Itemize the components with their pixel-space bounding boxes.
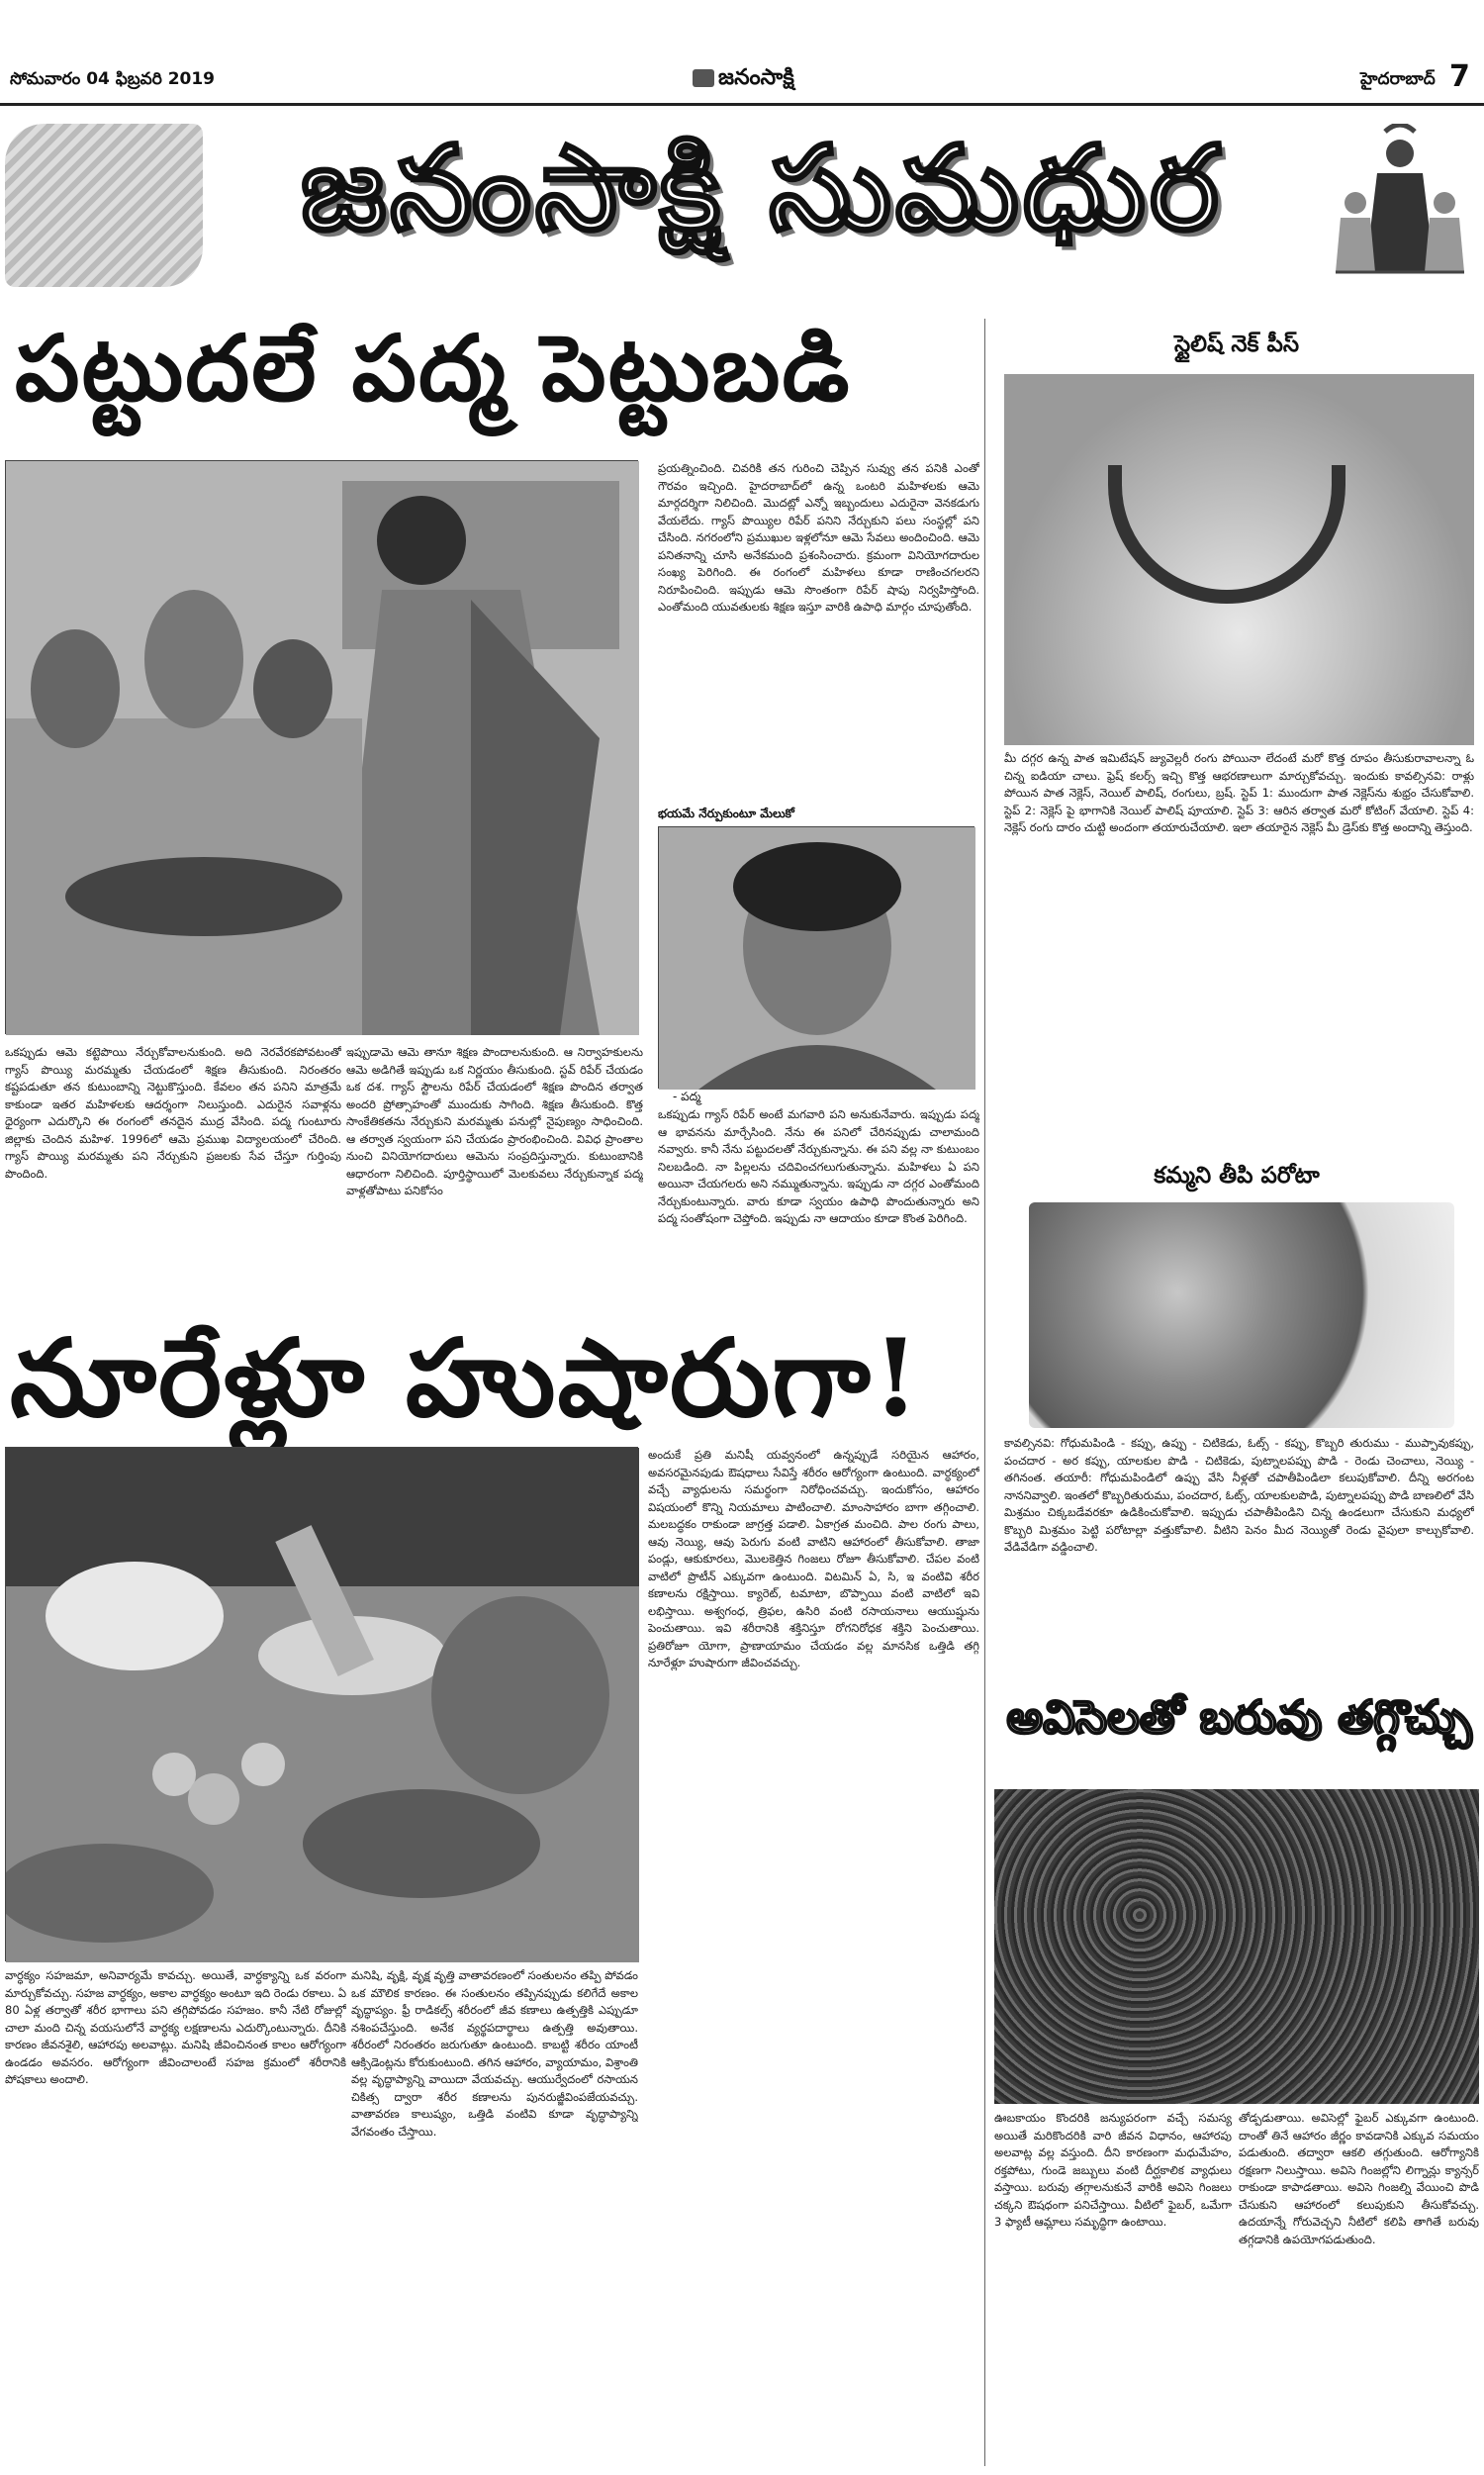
article1-headline: పట్టుదలే పద్మ పెట్టుబడి — [15, 315, 852, 422]
sidebar-divider — [984, 319, 985, 2466]
page-number: 7 — [1449, 59, 1470, 94]
article2-column-3: అందుకే ప్రతి మనిషీ యవ్వనంలో ఉన్నప్పుడే సరియైన ఆహారం, అవసరమైనపుడు ఔషధాలు సేవిస్తే శరీరం ఆరోగ్యంగా ఉంటుంది. వార్ధక్యంలో వచ్చే వ్యాధులను సమర్థంగా నిరోధించవచ్చు. ఇందుకోసం, ఆహారం విషయంలో కొన్ని నియమాలు పాటించాలి. మాంసాహారం బాగా తగ్గించాలి. మలబద్ధకం రాకుండా జాగ్రత్త పడాలి. ఏకాగ్రత మంచిది. పాల రంగు పాలు, ఆవు నెయ్యి, ఆవు పెరుగు వంటి వాటిని ఆహారంలో తీసుకోవాలి. తాజా పండ్లు, ఆకుకూరలు, మొలకెత్తిన గింజలు రోజూ తీసుకోవాలి. చేపల వంటి వాటిలో ప్రొటీన్ ఎక్కువగా ఉంటుంది. విటమిన్ ఏ, సి, ఇ వంటివి శరీర కణాలను రక్షిస్తాయి. క్యారెట్, టమాటా, బొప్పాయి వంటి వాటిలో ఇవి లభిస్తాయి. అశ్వగంధ, త్రిఫల, ఉసిరి వంటి రసాయనాలు ఆయుష్షును పెంచుతాయి. ఇవి శరీరానికి శక్తినిస్తూ రోగనిరోధక శక్తిని పెంచుతాయి. ప్రతిరోజూ యోగా, ప్రాణాయామం చేయడం వల్ల మానసిక ఒత్తిడి తగ్గి నూరేళ్లూ హుషారుగా జీవించవచ్చు. — [648, 1448, 979, 1669]
padma-portrait-photo — [658, 826, 974, 1089]
logo-icon — [693, 69, 714, 87]
header-date: సోమవారం 04 ఫిబ్రవరి 2019 — [10, 69, 216, 89]
masthead-title: జనంసాక్షి సుమధుర — [301, 119, 1223, 256]
ayurveda-herbs-photo — [5, 1447, 638, 1961]
flax-column-2: తోడ్పడుతాయి. అవిసెల్లో ఫైబర్ ఎక్కువగా ఉంటుంది. దాంతో తినే ఆహారం జీర్ణం కావడానికి ఎక్కువ సమయం పడుతుంది. తద్వారా ఆకలి తగ్గుతుంది. ఆరోగ్యానికి రక్షణగా నిలుస్తాయి. అవిసె గింజల్లోని లిగ్నాన్లు క్యాన్సర్ రాకుండా కాపాడతాయి. అవిసె గింజల్ని వేయించి పొడి చేసుకుని ఆహారంలో కలుపుకుని తీసుకోవచ్చు. ఉదయాన్నే గోరువెచ్చని నీటిలో కలిపి తాగితే బరువు తగ్గడానికి ఉపయోగపడుతుంది. — [1239, 2111, 1479, 2246]
article1-column-2: ఇప్పుడామె ఆమె తానూ శిక్షణ పొందాలనుకుంది. ఆ నిర్వాహకులను ఆమె అడిగితే ఇప్పుడు ఒక నిర్ణయం తీసుకుంది. స్టవ్ రిపేర్ చేయడం ఒక దశ. గ్యాస్ స్టౌలను రిపేర్ చేయడంలో శిక్షణ పొందిన తర్వాత అందరి ప్రోత్సాహంతో ముందుకు సాగింది. శిక్షణ తీసుకుంది. కొత్త సాంకేతికతను నేర్చుకుని మరమ్మతు పనుల్లో నైపుణ్యం సాధించింది. ఆ తర్వాత స్వయంగా పని చేయడం ప్రారంభించింది. వివిధ ప్రాంతాల నుంచి వినియోగదారులు ఆమెను సంప్రదిస్తున్నారు. కుటుంబానికి ఆధారంగా నిలిచింది. పూర్తిస్థాయిలో మెలకువలు నేర్చుకున్నాక పద్మ వాళ్లతోపాటు పనికోసం — [346, 1045, 643, 1197]
flax-seeds-photo — [994, 1789, 1479, 2104]
article2-headline: నూరేళ్లూ హుషారుగా! — [10, 1316, 922, 1441]
article2-column-2: మనిషి, వృక్షి, వృక్ష వృత్తి వాతావరణంలో సంతులనం తప్పి పోవడం ఒక మౌలిక కారణం. ఈ సంతులనం తప్పినప్పుడు కలిగేదే అకాల వృద్ధాప్యం. ఫ్రీ రాడికల్స్ శరీరంలో జీవ కణాలు ఉత్పత్తికి ఎప్పుడూ నశింపచేస్తుంది. అనేక వ్యర్థపదార్థాలు ఉత్పత్తి అవుతాయి. శరీరంలో నిరంతరం జరుగుతూ ఉంటుంది. కాబట్టి శరీరం యాంటీ ఆక్సిడెంట్లను కోరుకుంటుంది. తగిన ఆహారం, వ్యాయామం, విశ్రాంతి వల్ల వృద్ధాప్యాన్ని వాయిదా వేయవచ్చు. ఆయుర్వేదంలో రసాయన చికిత్స ద్వారా శరీర కణాలను పునరుజ్జీవింపజేయవచ్చు. వాతావరణ కాలుష్యం, ఒత్తిడి వంటివి కూడా వృద్ధాప్యాన్ని వేగవంతం చేస్తాయి. — [351, 1968, 638, 2139]
portrait-caption: - పద్మ — [673, 1090, 701, 1103]
header-city: హైదరాబాద్ — [1360, 69, 1436, 89]
article2-column-1: వార్ధక్యం సహజమా, అనివార్యమే కావచ్చు. అయితే, వార్ధక్యాన్ని ఒక వరంగా మార్చుకోవచ్చు. సహజ వార్ధక్యం, అకాల వార్ధక్యం అంటూ ఇది రెండు రకాలు. ఏ 80 ఏళ్ల తర్వాతో శరీర భాగాలు పని తగ్గిపోవడం సహజం. కానీ నేటి రోజుల్లో చాలా మంది చిన్న వయసులోనే వార్ధక్య లక్షణాలను ఎదుర్కొంటున్నారు. దీనికి కారణం జీవనశైలి, ఆహారపు అలవాట్లు. మనిషి జీవించినంత కాలం ఆరోగ్యంగా ఉండడం అవసరం. ఆరోగ్యంగా జీవించాలంటే సహజ క్రమంలో శరీరానికి పోషకాలు అందాలి. — [5, 1968, 346, 2086]
flax-title: అవిసెలతో బరువు తగ్గొచ్చు — [1006, 1690, 1472, 1744]
header-rule — [0, 103, 1484, 106]
flax-column-1: ఊబకాయం కొందరికి జన్యుపరంగా వచ్చే సమస్య అయితే మరికొందరికి వారి జీవన విధానం, ఆహారపు అలవాట్ల వల్ల వస్తుంది. దీని కారణంగా మధుమేహం, రక్తపోటు, గుండె జబ్బులు వంటి దీర్ఘకాలిక వ్యాధులు వస్తాయి. బరువు తగ్గాలనుకునే వారికి అవిసె గింజలు చక్కని ఔషధంగా పనిచేస్తాయి. వీటిలో ఫైబర్, ఒమేగా 3 ఫ్యాటీ ఆమ్లాలు సమృద్ధిగా ఉంటాయి. — [994, 2111, 1232, 2229]
article1-byline: భయమే నేర్పుకుంటూ మేలుకో — [658, 807, 794, 820]
paratha-photo — [1029, 1202, 1454, 1428]
paratha-text: కావల్సినవి: గోధుమపిండి - కప్పు, ఉప్పు - చిటికెడు, ఓట్స్ - కప్పు, కొబ్బరి తురుము - ముప్పావుకప్పు, పంచదార - అర కప్పు, యాలకుల పొడి - చిటికెడు, పుట్నాలపప్పు పొడి - రెండు చెంచాలు, నెయ్యి - తగినంత. తయారీ: గోధుమపిండిలో ఉప్పు వేసి నీళ్లతో చపాతీపిండిలా కలుపుకోవాలి. దీన్ని అరగంట నాననివ్వాలి. ఇంతలో కొబ్బరితురుము, పంచదార, ఓట్స్, యాలకులపొడి, పుట్నాలపప్పు పొడి బాణలిలో వేసి మిశ్రమం చిక్కబడేవరకూ ఉడికించుకోవాలి. ఇప్పుడు చపాతీపిండిని చిన్న ఉండలుగా చేసుకుని మధ్యలో కొబ్బరి మిశ్రమం పెట్టి పరోటాల్లా వత్తుకోవాలి. వీటిని పెనం మీద నెయ్యితో రెండు వైపులా కాల్చుకోవాలి. వేడివేడిగా వడ్డించాలి. — [1004, 1436, 1474, 1554]
article1-column-3: ప్రయత్నించింది. చివరికి తన గురించి చెప్పిన సువ్వు తన పనికి ఎంతో గౌరవం ఇచ్చింది. హైదరాబాద్‌లో ఉన్న ఒంటరి మహిళలకు ఆమె మార్గదర్శిగా నిలిచింది. మొదట్లో ఎన్నో ఇబ్బందులు ఎదురైనా వెనకడుగు వేయలేదు. గ్యాస్ పొయ్యిల రిపేర్ పనిని నేర్చుకుని పలు సంస్థల్లో పని చేసింది. నగరంలోని ప్రముఖుల ఇళ్లలోనూ ఆమె సేవలు అందించింది. ఆమె పనితనాన్ని చూసి అనేకమంది ప్రశంసించారు. క్రమంగా వినియోగదారుల సంఖ్య పెరిగింది. ఈ రంగంలో మహిళలు కూడా రాణించగలరని నిరూపించింది. ఇప్పుడు ఆమె సొంతంగా రిపేర్ షాపు నిర్వహిస్తోంది. ఎంతోమంది యువతులకు శిక్షణ ఇస్తూ వారికి ఉపాధి మార్గం చూపుతోంది. — [658, 461, 979, 614]
women-emblem-icon — [1326, 124, 1474, 287]
children-illustration — [5, 124, 203, 287]
header-logo-text: జనంసాక్షి — [718, 65, 794, 90]
paratha-title: కమ్మని తీపి పరోటా — [1154, 1163, 1320, 1189]
necklace-text: మీ దగ్గర ఉన్న పాత ఇమిటేషన్ జ్యువెల్లరీ రంగు పోయినా లేదంటే మరో కొత్త రూపం తీసుకురావాలన్నా ఓ చిన్న ఐడియా చాలు. ఫ్రెష్ కలర్స్ ఇచ్చి కొత్త ఆభరణాలుగా మార్చుకోవచ్చు. ఇందుకు కావల్సినవి: రాళ్లు పోయిన పాత నెక్లెస్, నెయిల్ పాలిష్, రంగులు, బ్రష్. స్టెప్ 1: ముందుగా పాత నెక్లెస్‌ను శుభ్రం చేసుకోవాలి. స్టెప్ 2: నెక్లెస్ పై భాగానికి నెయిల్ పాలిష్ పూయాలి. స్టెప్ 3: ఆరిన తర్వాత మరో కోటింగ్ వేయాలి. స్టెప్ 4: నెక్లెస్ రంగు దారం చుట్టి అందంగా తయారుచేయాలి. ఇలా తయారైన నెక్లెస్ మీ డ్రెస్‌కు కొత్త అందాన్ని తెస్తుంది. — [1004, 751, 1474, 834]
header-logo — [693, 65, 794, 95]
padma-working-photo — [5, 460, 638, 1034]
necklace-title: స్టైలిష్ నెక్ పీస్ — [1173, 332, 1300, 357]
article1-column-1: ఒకప్పుడు ఆమె కట్టెపొయి నేర్చుకోవాలనుకుంది. అది నెరవేరకపోవటంతో గ్యాస్ పొయ్యి మరమ్మతు చేయడంలో శిక్షణ తీసుకుంది. నిరంతరం కష్టపడుతూ తన కుటుంబాన్ని నెట్టుకొస్తుంది. కేవలం తన పనిని మాత్రమే కాకుండా ఇతర మహిళలకు ఆదర్శంగా నిలుస్తుంది. ఎదురైన సవాళ్లను ధైర్యంగా ఎదుర్కొని ఈ రంగంలో తనదైన ముద్ర వేసింది. పద్మ గుంటూరు జిల్లాకు చెందిన మహిళ. 1996లో ఆమె ప్రముఖ విద్యాలయంలో చేరింది. గ్యాస్ పొయ్యి మరమ్మతు పని నేర్చుకుని ప్రజలకు సేవ చేస్తూ గుర్తింపు పొందింది. — [5, 1045, 341, 1181]
article1-column-4: ఒకప్పుడు గ్యాస్ రిపేర్ అంటే మగవారి పని అనుకునేవారు. ఇప్పుడు పద్మ ఆ భావనను మార్చేసింది. నేను ఈ పనిలో చేరినప్పుడు చాలామంది నవ్వారు. కానీ నేను పట్టుదలతో నేర్చుకున్నాను. ఈ పని వల్ల నా కుటుంబం నిలబడింది. నా పిల్లలను చదివించగలుగుతున్నాను. మహిళలు ఏ పని అయినా చేయగలరు అని నమ్ముతున్నాను. ఇప్పుడు నా దగ్గర ఎంతోమంది నేర్చుకుంటున్నారు. వారు కూడా స్వయం ఉపాధి పొందుతున్నారు అని పద్మ సంతోషంగా చెప్తోంది. ఇప్పుడు నా ఆదాయం కూడా కొంత పెరిగింది. — [658, 1107, 979, 1225]
